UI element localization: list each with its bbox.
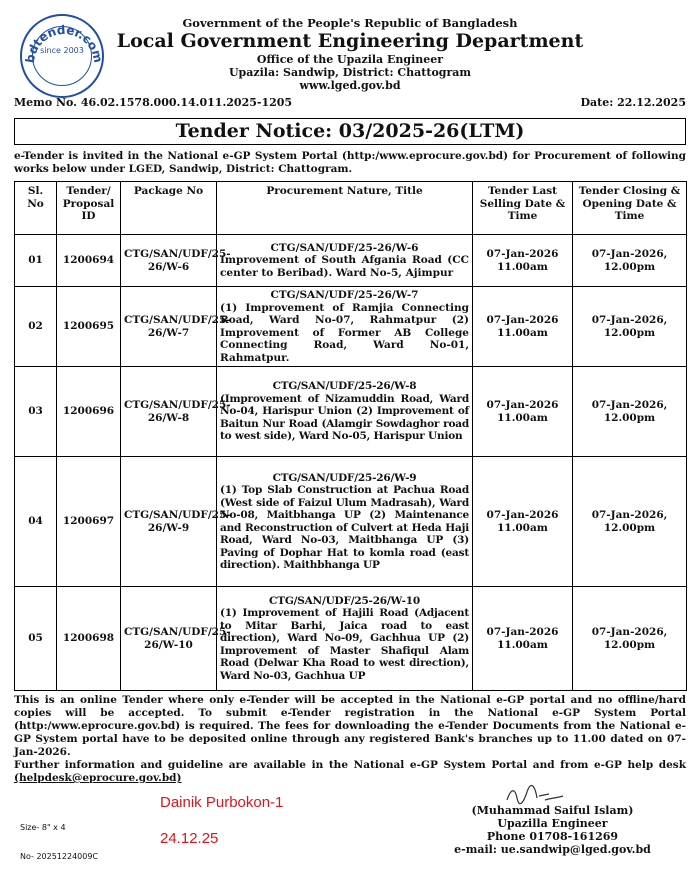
row-package: CTG/SAN/UDF/25-26/W-8 (121, 367, 217, 457)
department-name: Local Government Engineering Department (116, 30, 584, 52)
footer-paragraph-1: This is an online Tender where only e-Tender will be accepted in the National e-GP portal and no offline/hard copies will be accepted. To submit e-Tender registration in the National e-GP System Portal (http:/www.eprocure.gov.bd) is required. The fees for downloading the e-Tender Documents from the National e-GP System portal have to be deposited online through any registered Bank's branches up to 11.00 dated on 07-Jan-2026. (14, 694, 686, 758)
header-selling: Tender Last Selling Date & Time (473, 182, 573, 235)
row-selling: 07-Jan-2026 11.00am (473, 235, 573, 287)
row-package: CTG/SAN/UDF/25-26/W-10 (121, 587, 217, 691)
tender-table (14, 181, 687, 691)
header-sl: Sl. No (15, 182, 57, 235)
office-name: Office of the Upazila Engineer (256, 53, 444, 66)
row-sl: 05 (15, 587, 57, 691)
government-name: Government of the People's Republic of Bangladesh (182, 16, 518, 30)
row-package: CTG/SAN/UDF/25-26/W-7 (121, 287, 217, 367)
row-package: CTG/SAN/UDF/25-26/W-9 (121, 457, 217, 587)
footer-paragraph-2-text: Further information and guideline are available in the National e-GP System Portal and from e-GP help desk (14, 759, 686, 771)
stamp-since: since 2003 (40, 46, 84, 55)
row-selling: 07-Jan-2026 11.00am (473, 287, 573, 367)
header-closing: Tender Closing & Opening Date & Time (573, 182, 687, 235)
memo-date: Date: 22.12.2025 (580, 96, 686, 109)
signatory-designation: Upazilla Engineer (497, 817, 608, 830)
row-tender-id: 1200695 (57, 287, 121, 367)
row-work-title: (1) Improvement of Hajili Road (Adjacent to Mitar Barhi, Jaica road to east direction), Ward No-09, Gachhua UP (2) Improvement of Master Shafiqul Alam Road (Delwar Kha Road to west direction), Ward No-03, Gachhua UP (220, 607, 469, 682)
row-closing: 07-Jan-2026, 12.00pm (573, 457, 687, 587)
row-sl: 02 (15, 287, 57, 367)
row-package: CTG/SAN/UDF/25-26/W-6 (121, 235, 217, 287)
helpdesk-email-link[interactable]: (helpdesk@eprocure.gov.bd) (14, 772, 182, 784)
memo-row (14, 96, 686, 110)
letterhead (0, 16, 700, 92)
row-closing: 07-Jan-2026, 12.00pm (573, 587, 687, 691)
row-work-code: CTG/SAN/UDF/25-26/W-7 (270, 289, 419, 301)
row-work-code: CTG/SAN/UDF/25-26/W-9 (272, 471, 417, 484)
row-work-title: (1) Improvement of Ramjia Connecting Road, Ward No-07, Rahmatpur (2) Improvement of Former AB College Connecting Road, Ward No-01, Rahmatpur. (220, 301, 469, 364)
row-work-title: (1) Top Slab Construction at Pachua Road (West side of Faizul Ulum Madrasah), Ward No-08, Maitbhanga UP (2) Maintenance and Reconstruction of Culvert at Heda Haji Road, Ward No-03, Maitbhanga UP (3) Paving of Dophar Hat to komla road (east direction). Maithbhanga UP (220, 484, 469, 571)
table-row (15, 457, 687, 587)
row-work (217, 287, 473, 367)
table-row (15, 235, 687, 287)
publication-date: 24.12.25 (160, 830, 219, 847)
ad-size: Size- 8" x 4 (20, 823, 66, 832)
signatory-block (425, 804, 680, 856)
table-header-row (15, 182, 687, 235)
memo-number: Memo No. 46.02.1578.000.14.011.2025-1205 (14, 96, 293, 109)
row-tender-id: 1200696 (57, 367, 121, 457)
ad-reference-number: No- 20251224009C (20, 852, 99, 861)
row-sl: 04 (15, 457, 57, 587)
row-work (217, 367, 473, 457)
row-tender-id: 1200698 (57, 587, 121, 691)
footer-terms (14, 694, 686, 785)
table-row (15, 367, 687, 457)
table-row (15, 287, 687, 367)
signature-scribble (505, 784, 565, 806)
row-closing: 07-Jan-2026, 12.00pm (573, 287, 687, 367)
row-tender-id: 1200697 (57, 457, 121, 587)
footer-paragraph-2 (14, 759, 686, 785)
signatory-email: e-mail: ue.sandwip@lged.gov.bd (454, 843, 651, 856)
signatory-phone: Phone 01708-161269 (486, 830, 619, 843)
row-work (217, 587, 473, 691)
newspaper-name: Dainik Purbokon-1 (160, 794, 284, 811)
header-nature: Procurement Nature, Title (217, 182, 473, 235)
row-closing: 07-Jan-2026, 12.00pm (573, 235, 687, 287)
row-tender-id: 1200694 (57, 235, 121, 287)
intro-paragraph: e-Tender is invited in the National e-GP System Portal (http:/www.eprocure.gov.bd) for Procurement of following works below under LGED, Sandwip, District: Chattogram. (14, 150, 686, 175)
row-selling: 07-Jan-2026 11.00am (473, 367, 573, 457)
header-package: Package No (121, 182, 217, 235)
row-sl: 03 (15, 367, 57, 457)
signatory-name: (Muhammad Saiful Islam) (471, 804, 634, 817)
row-sl: 01 (15, 235, 57, 287)
header-tender-id: Tender/ Proposal ID (57, 182, 121, 235)
row-work (217, 457, 473, 587)
website: www.lged.gov.bd (299, 79, 401, 92)
notice-title: Tender Notice: 03/2025-26(LTM) (14, 118, 686, 145)
svg-text:bdtender.com: bdtender.com (22, 22, 106, 65)
row-work (217, 235, 473, 287)
row-work-code: CTG/SAN/UDF/25-26/W-8 (272, 380, 417, 393)
row-work-title: Improvement of South Afgania Road (CC center to Beribad). Ward No-5, Ajimpur (220, 254, 469, 279)
table-row (15, 587, 687, 691)
row-selling: 07-Jan-2026 11.00am (473, 457, 573, 587)
row-selling: 07-Jan-2026 11.00am (473, 587, 573, 691)
row-work-code: CTG/SAN/UDF/25-26/W-10 (269, 594, 420, 607)
row-closing: 07-Jan-2026, 12.00pm (573, 367, 687, 457)
row-work-title: (Improvement of Nizamuddin Road, Ward No-04, Harispur Union (2) Improvement of Baitun Nur Road (Alamgir Sowdaghor road to west side), Ward No-05, Harispur Union (220, 392, 469, 443)
row-work-code: CTG/SAN/UDF/25-26/W-6 (270, 241, 419, 254)
office-location: Upazila: Sandwip, District: Chattogram (228, 66, 472, 79)
